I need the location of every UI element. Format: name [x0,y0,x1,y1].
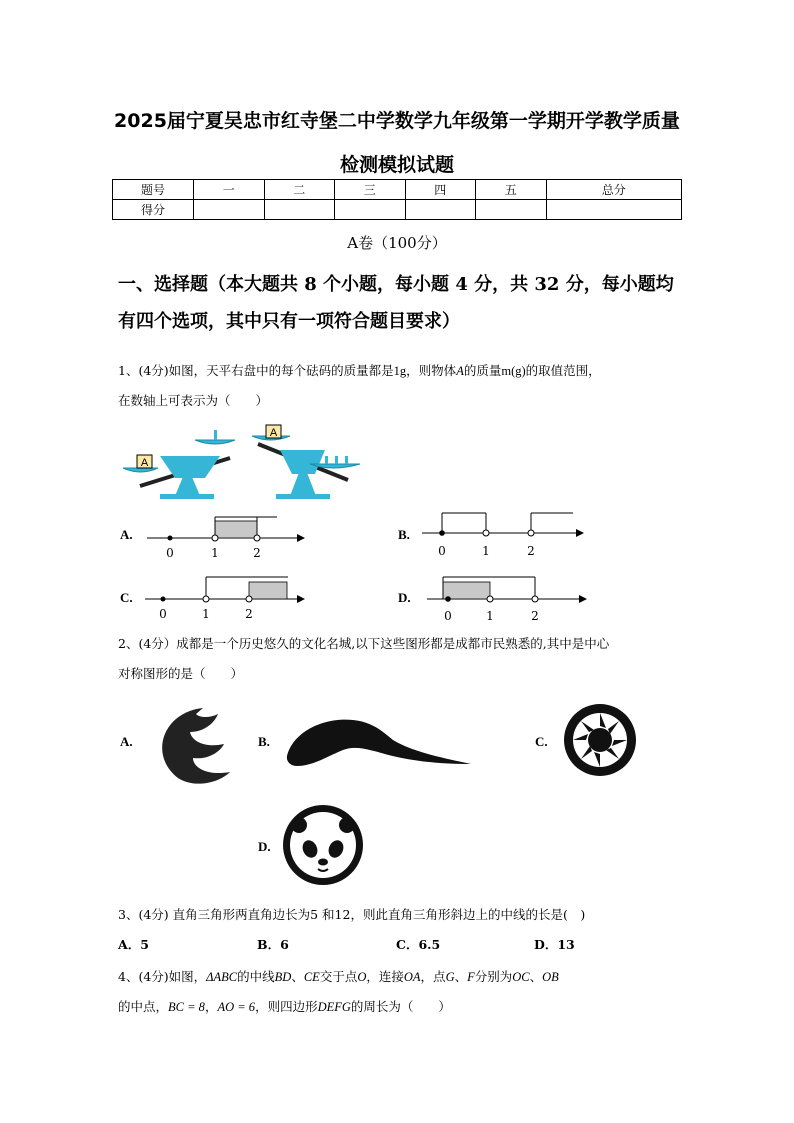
open-point [254,535,260,541]
object-a-label: A [269,427,278,439]
open-point [203,596,209,602]
score-table [112,179,682,220]
option-c-number-line[interactable] [143,572,313,627]
closed-point [168,536,173,541]
swoosh-logo-icon [287,720,471,766]
question-3: 3、(4分) 直角三角形两直角边长为5 和12，则此直角三角形斜边上的中线的长是( ) [118,907,586,922]
scale-foot [160,494,214,499]
q1-text: 的质量 [463,363,502,378]
q4-math: F [467,970,475,984]
q1-var: A [456,364,464,378]
volume-label: A卷（100分） [347,234,447,252]
tick-label: 2 [527,544,535,558]
balance-scale-left [123,430,235,499]
q4-math: ΔABC [206,970,238,984]
q3-option-letter: A． [118,937,141,952]
q1-text: ，则物体 [406,363,457,378]
score-header-cell: 五 [476,180,547,200]
question-1-line1 [118,356,688,386]
score-table-header-row [113,180,682,200]
arrow-icon [576,529,584,537]
open-point [532,596,538,602]
balance-scales-figure [120,420,370,502]
q4-math: O [357,970,367,984]
tick-label: 1 [482,544,490,558]
option-b-number-line[interactable] [420,507,590,562]
weight-icon [214,430,217,440]
q4-math: BC = 8 [168,1000,205,1014]
weight-icon [325,456,328,464]
panda-nose-icon [318,859,328,866]
question-4 [118,962,688,1022]
score-table-score-row [113,200,682,220]
q1-unit: 1g [393,364,407,378]
q1-text: 1、(4分)如图，天平右盘中的每个砝码的质量都是 [118,363,394,378]
score-header-cell: 总分 [546,180,682,200]
q3-option-letter: D． [534,937,558,952]
closed-point [161,597,166,602]
q3-option-letter: C． [396,937,419,952]
question-2-line1: 2、(4分）成都是一个历史悠久的文化名城,以下这些图形都是成都市民熟悉的,其中是中心 [118,636,610,651]
object-a-label: A [140,457,149,469]
open-point [246,596,252,602]
q4-text: 4、(4分)如图， [118,969,207,984]
score-row-label: 得分 [113,200,194,220]
open-point [487,596,493,602]
option-a-number-line[interactable] [145,512,315,562]
option-d-number-line[interactable] [425,572,595,627]
open-point [483,530,489,536]
q4-math: AO = 6 [217,1000,256,1014]
tick-label: 1 [202,607,210,621]
score-cell[interactable] [194,200,265,220]
q4-math: OC [512,970,530,984]
question-4-line1 [118,962,688,992]
open-point [212,535,218,541]
score-header-cell: 题号 [113,180,194,200]
tick-label: 2 [253,546,261,560]
question-2 [118,629,688,689]
q4-text: 的周长为（ ） [350,999,451,1014]
arrow-icon [297,595,305,603]
option-a-label[interactable]: A. [120,527,133,542]
score-header-cell: 二 [264,180,335,200]
q4-text: 、 [454,969,468,984]
shaded-region [215,521,257,538]
q4-text: 分别为 [474,969,513,984]
score-cell[interactable] [405,200,476,220]
scale-foot [276,494,330,499]
tick-label: 0 [159,607,167,621]
q2-option-d-figure[interactable] [281,803,365,887]
q1-text: 的取值范围， [525,363,601,378]
tick-label: 2 [245,607,253,621]
q4-text: 的中线 [237,969,275,984]
q1-mass: m(g) [501,364,526,378]
q2-option-a-label[interactable]: A. [120,734,133,749]
question-4-line2 [118,992,688,1022]
q4-math: DEFG [317,1000,351,1014]
panda-ear-icon [339,817,355,833]
tick-label: 0 [438,544,446,558]
arrow-icon [579,595,587,603]
q4-text: 的中点， [118,999,169,1014]
closed-point [445,596,451,602]
page-title: 2025届宁夏吴忠市红寺堡二中学数学九年级第一学期开学教学质量 [114,110,680,132]
section-heading [118,266,688,340]
q4-math: CE [303,970,320,984]
question-1 [118,356,688,416]
option-d-label[interactable]: D. [398,590,411,605]
q3-option-b[interactable] [257,930,289,960]
q2-option-c-label[interactable]: C. [535,734,548,749]
right-pan [195,440,235,444]
option-b-label[interactable]: B. [398,527,410,542]
q4-math: BD [274,970,292,984]
weight-icon [335,456,338,464]
q2-option-b-label[interactable]: B. [258,734,270,749]
q4-math: G [445,970,455,984]
section-heading-line2: 有四个选项，其中只有一项符合题目要求） [118,311,460,332]
q4-text: 、 [291,969,304,984]
q4-text: ， [204,999,218,1014]
question-1-line2: 在数轴上可表示为（ ） [118,393,269,408]
crescent-logo-icon [162,708,230,784]
balance-scale-right [252,425,360,499]
sun-bird-center [588,728,612,752]
open-point [528,530,534,536]
score-cell[interactable] [476,200,547,220]
q4-text: ，连接 [366,969,404,984]
tick-label: 1 [211,546,219,560]
q3-option-value: 5 [140,937,149,952]
q3-option-letter: B． [257,937,281,952]
q4-text: ，则四边形 [255,999,318,1014]
tick-label: 1 [486,609,494,623]
score-header-cell: 三 [335,180,406,200]
shaded-region [443,582,490,599]
score-header-cell: 一 [194,180,265,200]
q3-option-value: 13 [557,937,575,952]
arrow-icon [297,534,305,542]
tick-label: 0 [166,546,174,560]
q2-option-b-figure[interactable] [283,712,475,772]
closed-point [439,530,445,536]
section-heading-line1: 一、选择题（本大题共 8 个小题，每小题 4 分，共 32 分，每小题均 [118,274,674,295]
q3-option-a[interactable] [118,930,149,960]
score-cell[interactable] [335,200,406,220]
q3-option-value: 6.5 [418,937,441,952]
q4-math: OA [403,970,421,984]
page-title-line2: 检测模拟试题 [339,154,454,176]
q4-math: OB [542,970,559,984]
q2-option-d-label[interactable]: D. [258,839,271,854]
q3-option-value: 6 [280,937,289,952]
q2-option-c-figure[interactable] [562,702,638,778]
score-header-cell: 四 [405,180,476,200]
q3-option-c[interactable] [396,930,440,960]
q4-text: ，点 [420,969,446,984]
q4-text: 交于点 [319,969,358,984]
option-c-label[interactable]: C. [120,590,133,605]
weight-icon [345,456,348,464]
score-cell[interactable] [264,200,335,220]
scale-pivot [160,456,220,478]
q3-option-d[interactable] [534,930,575,960]
q4-text: 、 [529,969,543,984]
q2-option-a-figure[interactable] [148,700,238,788]
score-cell[interactable] [546,200,682,220]
shaded-region [249,582,287,599]
tick-label: 0 [444,609,452,623]
panda-ear-icon [291,817,307,833]
tick-label: 2 [531,609,539,623]
scale-pivot [280,450,325,474]
question-2-line2: 对称图形的是（ ） [118,666,244,681]
